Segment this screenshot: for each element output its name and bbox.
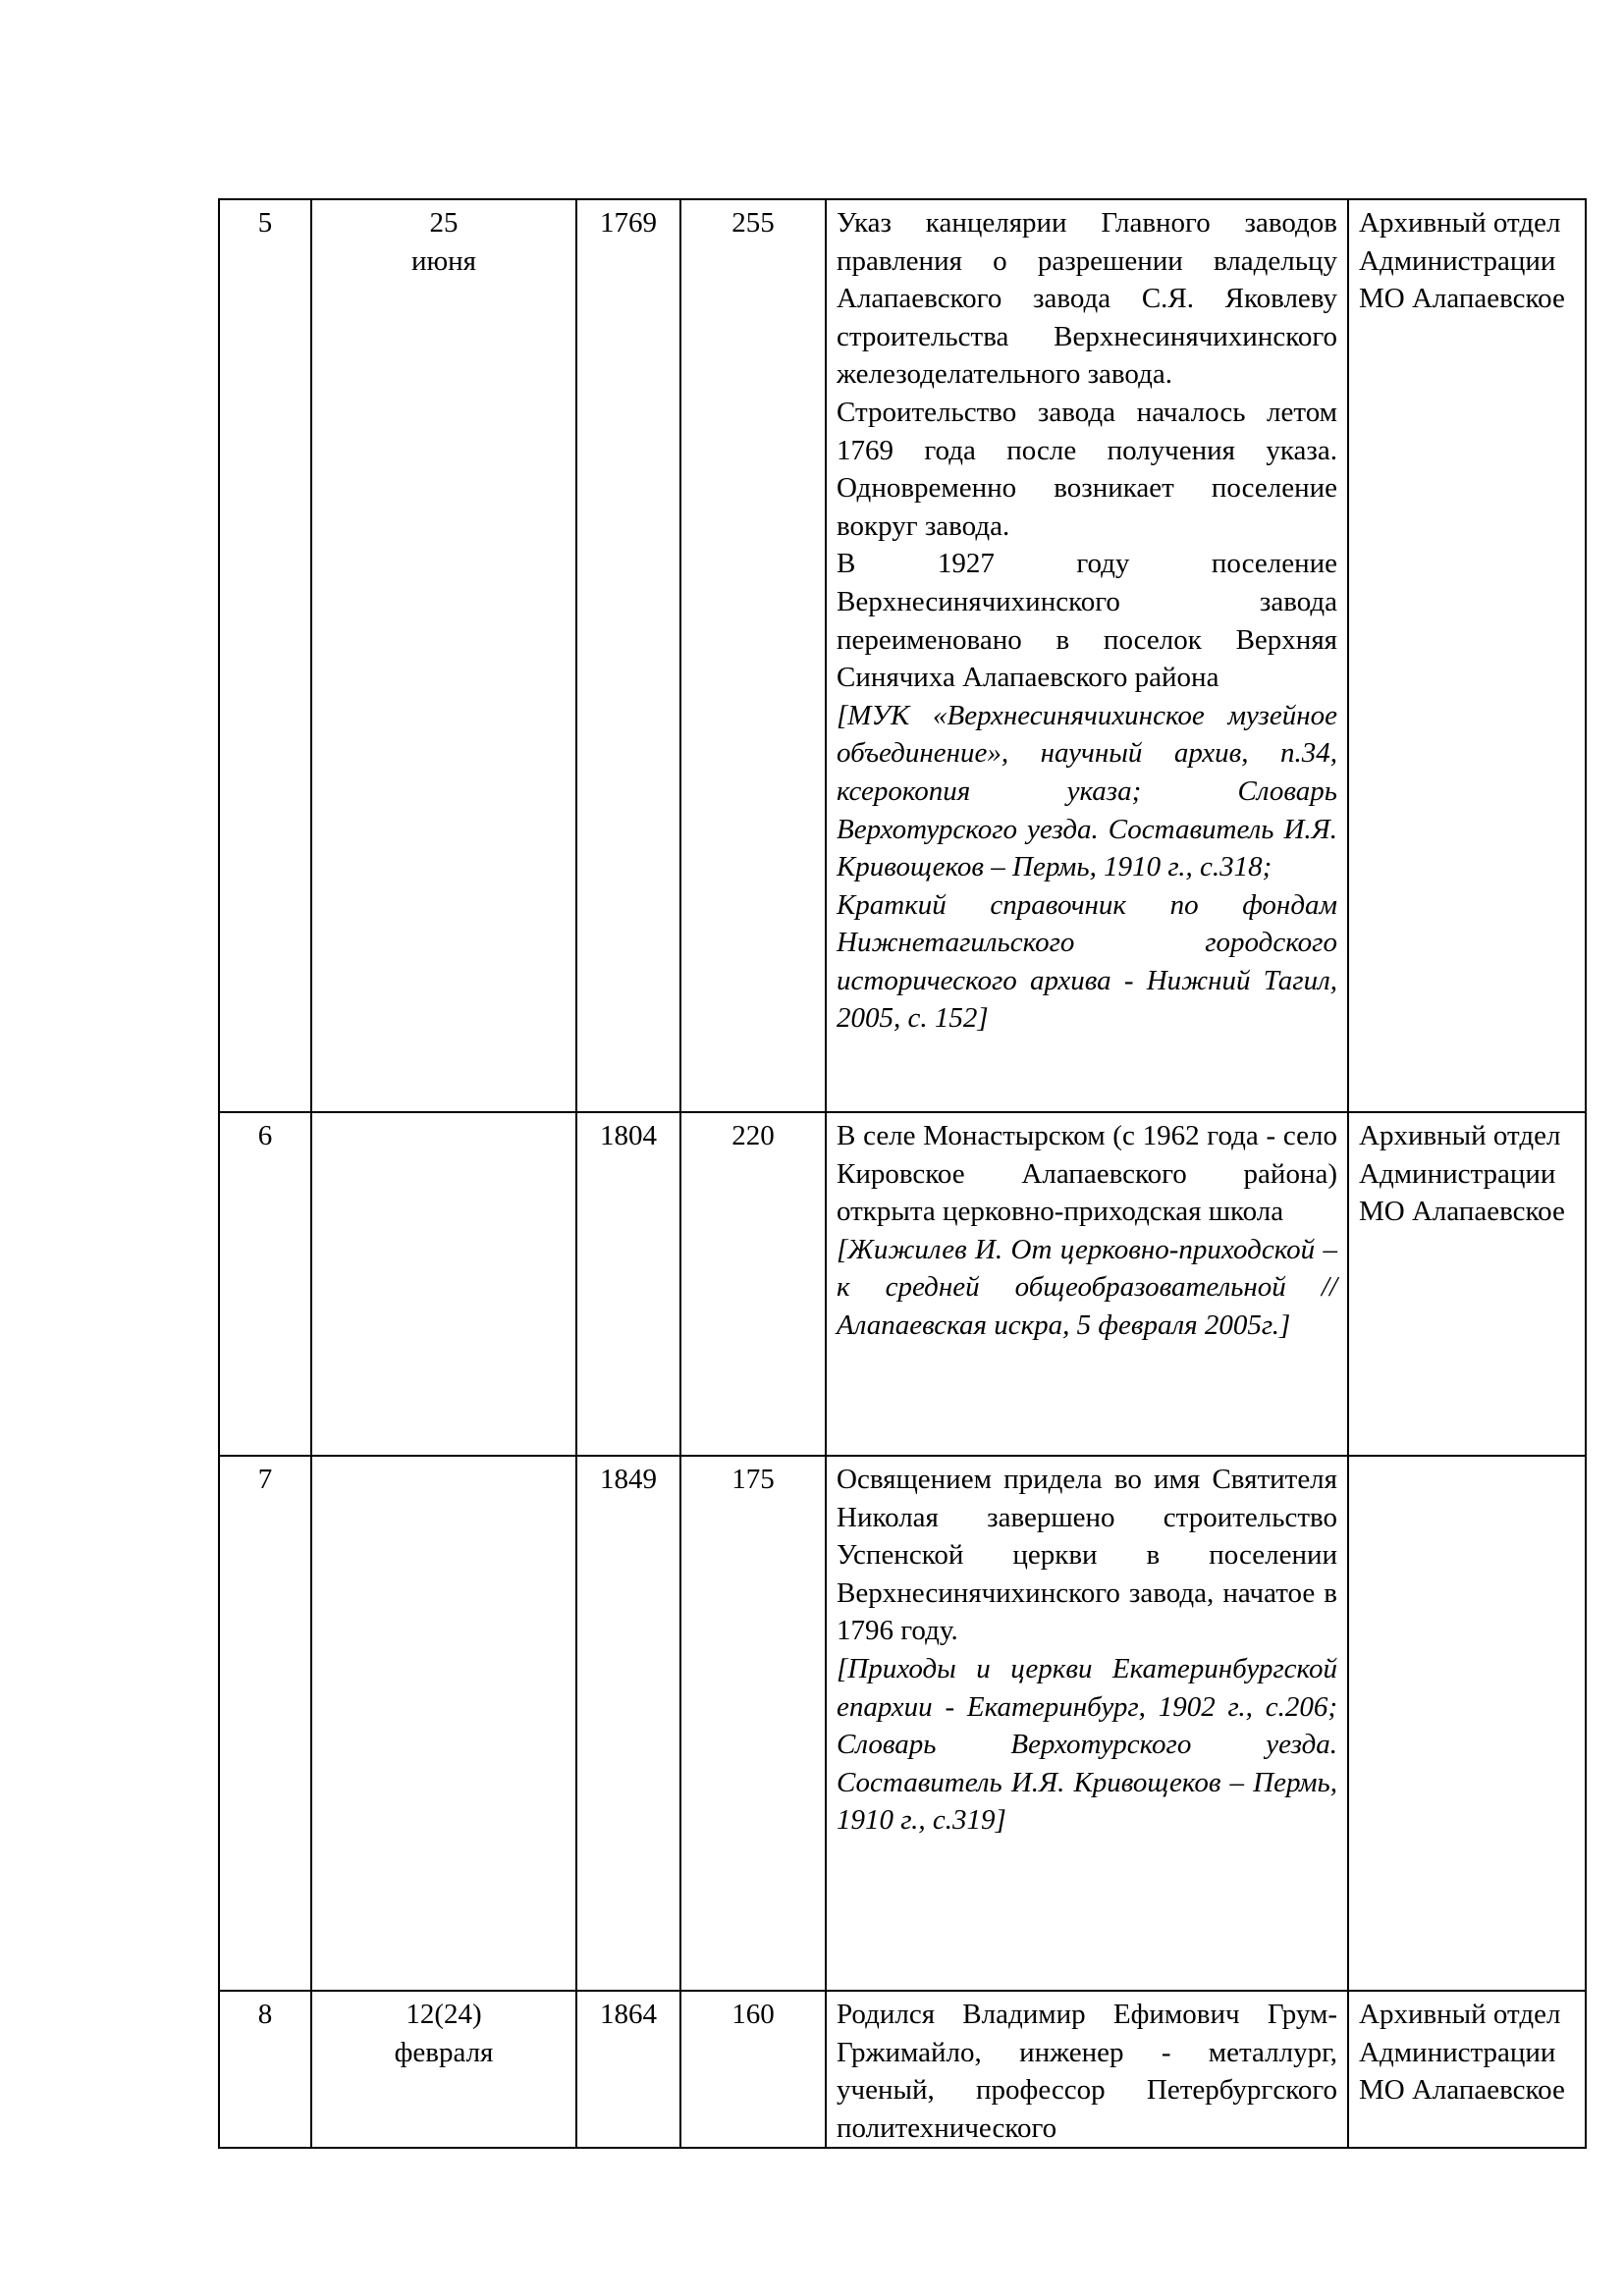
archive-line: Архивный отдел [1359,1120,1561,1151]
table-row [219,1991,1586,2148]
anniversary-years: 255 [731,207,775,239]
events-table-body [219,199,1586,2148]
event-year: 1804 [600,1120,657,1151]
date-line: 12(24) [406,1999,482,2030]
event-paragraph: В 1927 году поселение Верхнесинячихинского завода переименовано в поселок Верхняя Синячиха Алапаевского района [837,548,1337,694]
event-paragraph: В селе Монастырском (с 1962 года - село Кировское Алапаевского района) открыта церковно-приходская школа [837,1120,1337,1228]
event-paragraph: Строительство завода началось летом 1769 года после получения указа. Одновременно возникает поселение вокруг завода. [837,396,1337,542]
events-table [218,198,1587,2149]
event-paragraph: Освящением придела во имя Святителя Николая завершено строительство Успенской церкви в поселении Верхнесинячихинского завода, начатое в 1796 году. [837,1464,1337,1647]
source-citation: [МУК «Верхнесинячихинское музейное объединение», научный архив, п.34, ксерокопия указа; Словарь Верхотурского уезда. Составитель И.Я. Кривощеков – Пермь, 1910 г., с.318; [837,699,1337,883]
source-citation: Краткий справочник по фондам Нижнетагильского городского исторического архива - Нижний Тагил, 2005, с. 152] [837,888,1337,1035]
source-citation: [Приходы и церкви Екатеринбургской епархии - Екатеринбург, 1902 г., с.206; Словарь Верхотурского уезда. Составитель И.Я. Кривощеков – Пермь, 1910 г., с.319] [837,1652,1337,1837]
row-number: 5 [257,207,273,239]
date-line: 25 [429,207,459,239]
year-cell [576,1456,680,1991]
archive-cell [1348,1456,1586,1991]
date-cell [311,1991,576,2148]
anniversary-cell [680,1991,826,2148]
anniversary-cell [680,199,826,1112]
archive-line: МО Алапаевское [1359,283,1565,315]
archive-line: Администрации [1359,1157,1556,1190]
event-paragraph: Родился Владимир Ефимович Грум-Гржимайло, инженер - металлург, ученый, профессор Петербургского политехнического [837,1999,1337,2144]
row-number: 7 [257,1464,273,1495]
archive-line: Администрации [1359,2036,1556,2068]
event-description-cell [826,1456,1348,1991]
archive-line: МО Алапаевское [1359,1196,1565,1228]
year-cell [576,1991,680,2148]
event-year: 1864 [600,1999,657,2030]
event-paragraph: Указ канцелярии Главного заводов правления о разрешении владельцу Алапаевского завода С.Я. Яковлеву строительства Верхнесинячихинского железоделательного завода. [837,207,1337,391]
source-citation: [Жижилев И. От церковно-приходской – к средней общеобразовательной // Алапаевская искра, 5 февраля 2005г.] [837,1233,1337,1341]
anniversary-years: 220 [731,1120,775,1151]
date-cell [311,199,576,1112]
year-cell [576,199,680,1112]
date-line: февраля [394,2036,494,2068]
date-cell [311,1456,576,1991]
row-number-cell [219,1112,311,1456]
archive-line: Архивный отдел [1359,207,1561,239]
table-row [219,1112,1586,1456]
event-description-cell [826,199,1348,1112]
event-year: 1769 [600,207,657,239]
archive-cell [1348,1112,1586,1456]
table-row [219,199,1586,1112]
row-number: 6 [257,1120,273,1151]
row-number: 8 [257,1999,273,2030]
event-description-cell [826,1991,1348,2148]
row-number-cell [219,199,311,1112]
anniversary-years: 175 [731,1464,775,1495]
anniversary-cell [680,1456,826,1991]
date-cell [311,1112,576,1456]
event-description-cell [826,1112,1348,1456]
anniversary-cell [680,1112,826,1456]
row-number-cell [219,1991,311,2148]
anniversary-years: 160 [731,1999,775,2030]
table-row [219,1456,1586,1991]
row-number-cell [219,1456,311,1991]
archive-line: Архивный отдел [1359,1999,1561,2030]
archive-cell [1348,199,1586,1112]
archive-cell [1348,1991,1586,2148]
archive-line: Администрации [1359,244,1556,277]
archive-line: МО Алапаевское [1359,2074,1565,2107]
date-line: июня [410,244,477,277]
year-cell [576,1112,680,1456]
event-year: 1849 [600,1464,657,1495]
